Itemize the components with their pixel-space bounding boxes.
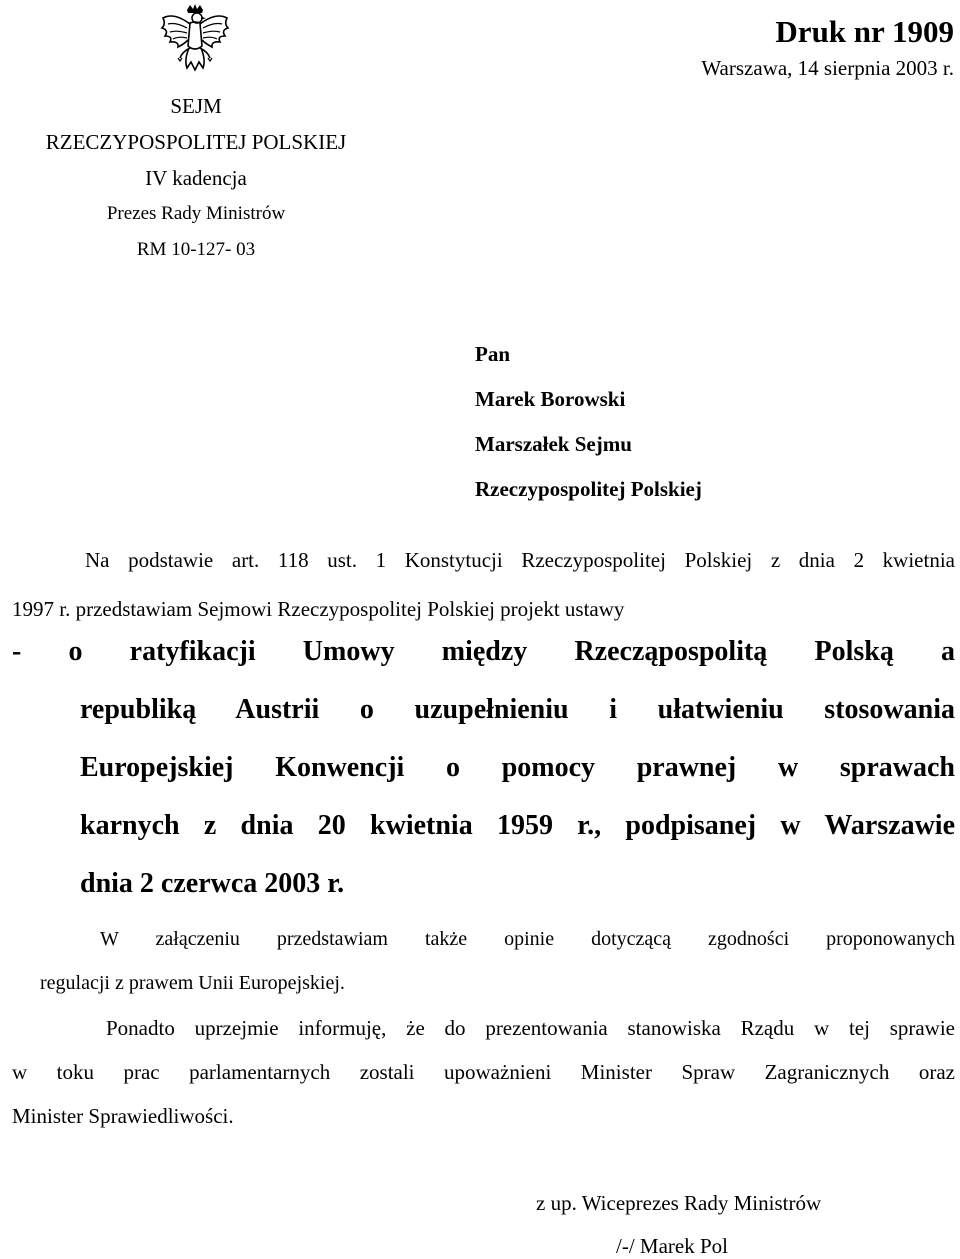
polish-eagle-emblem-icon: [160, 4, 230, 76]
info-note-line-1: [106, 1016, 955, 1041]
intro-line-1-text: Na podstawie art. 118 ust. 1 Konstytucji Rzeczypospolitej Polskiej z dnia 2 kwietnia: [85, 548, 955, 572]
addressee-block: [475, 332, 702, 512]
bill-title-line-3: Europejskiej Konwencji o pomocy prawnej w sprawach: [80, 752, 955, 783]
addressee-function: Marszałek Sejmu: [475, 432, 632, 456]
bill-title-line-2: republiką Austrii o uzupełnieniu i ułatwieniu stosowania: [80, 694, 955, 725]
info-note-line-3: Minister Sprawiedliwości.: [12, 1104, 234, 1128]
sender-line-term: IV kadencja: [145, 166, 247, 190]
intro-line-2: 1997 r. przedstawiam Sejmowi Rzeczypospolitej Polskiej projekt ustawy: [12, 597, 625, 621]
bill-title-line-4: karnych z dnia 20 kwietnia 1959 r., podpisanej w Warszawie: [80, 810, 955, 841]
signature-name: /-/ Marek Pol: [616, 1234, 728, 1258]
document-number: Druk nr 1909: [775, 14, 954, 49]
info-note-line-2: [12, 1060, 955, 1085]
sender-line-republic: RZECZYPOSPOLITEJ POLSKIEJ: [45, 130, 347, 154]
attachment-note-line-1: [100, 928, 955, 951]
addressee-institution: Rzeczypospolitej Polskiej: [475, 477, 702, 501]
signature-authority: z up. Wiceprezes Rady Ministrów: [536, 1191, 822, 1215]
info-note-line-1-text: Ponadto uprzejmie informuję, że do prezentowania stanowiska Rządu w tej sprawie: [106, 1016, 955, 1040]
attachment-note-line-2: regulacji z prawem Unii Europejskiej.: [40, 972, 345, 994]
addressee-name: Marek Borowski: [475, 387, 626, 411]
sender-line-sejm: SEJM: [170, 94, 222, 118]
info-note-line-2-text: w toku prac parlamentarnych zostali upoważnieni Minister Spraw Zagranicznych oraz: [12, 1060, 955, 1084]
place-and-date: Warszawa, 14 sierpnia 2003 r.: [701, 56, 954, 80]
sender-line-reference: RM 10-127- 03: [136, 239, 256, 260]
attachment-note-line-1-text: W załączeniu przedstawiam także opinie dotyczącą zgodności proponowanych: [100, 928, 955, 950]
addressee-salutation: Pan: [475, 342, 511, 366]
sender-line-prime-minister: Prezes Rady Ministrów: [106, 203, 286, 224]
sender-block: [0, 88, 392, 268]
bill-title-line-1: - o ratyfikacji Umowy między Rzecząpospolitą Polską a: [12, 636, 955, 667]
intro-line-1: [85, 548, 955, 573]
bill-title-line-5: dnia 2 czerwca 2003 r.: [80, 868, 345, 899]
